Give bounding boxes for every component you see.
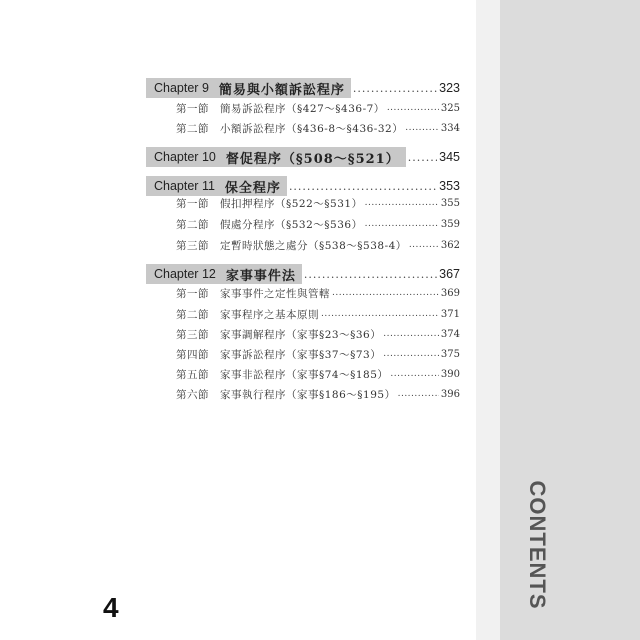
toc-section-row[interactable] [176,325,460,343]
dot-leader [398,389,439,399]
section-page-number: 369 [440,287,460,299]
dot-leader [387,103,439,113]
dot-leader [332,288,439,298]
chapter-heading-box [146,147,406,167]
chapter-number: Chapter 9 [154,81,209,95]
dot-leader [289,180,437,193]
chapter-heading-box [146,78,351,98]
section-title: 小額訴訟程序（§436-8～§436-32） [220,122,404,135]
dot-leader [383,349,439,359]
section-title: 定暫時狀態之處分（§538～§538-4） [220,239,407,252]
section-page-number: 374 [440,328,460,340]
section-number: 第三節 [176,239,209,252]
toc-chapter-row[interactable] [146,176,460,196]
chapter-number: Chapter 11 [154,179,215,193]
dot-leader [390,369,439,379]
toc-section-row[interactable] [176,305,460,323]
section-page-number: 396 [440,388,460,400]
section-number: 第一節 [176,287,209,300]
section-title: 簡易訴訟程序（§427～§436-7） [220,102,385,115]
toc-section-row[interactable] [176,215,460,233]
contents-side-tab [500,0,640,640]
chapter-title: 督促程序（§508～§521） [225,151,400,167]
chapter-number: Chapter 10 [154,150,216,164]
dot-leader [353,82,437,95]
section-page-number: 355 [440,197,460,209]
dot-leader [365,198,439,208]
toc-section-row[interactable] [176,99,460,117]
section-title: 家事執行程序（家事§186～§195） [220,388,396,401]
section-page-number: 359 [440,218,460,230]
chapter-heading-box [146,264,302,284]
section-number: 第二節 [176,218,209,231]
section-number: 第一節 [176,197,209,210]
dot-leader [365,219,439,229]
section-title: 家事調解程序（家事§23～§36） [220,328,382,341]
section-title: 家事程序之基本原則 [220,308,319,321]
section-page-number: 390 [440,368,460,380]
dot-leader [405,123,439,133]
toc-section-row[interactable] [176,365,460,383]
section-number: 第三節 [176,328,209,341]
section-number: 第一節 [176,102,209,115]
section-title: 家事非訟程序（家事§74～§185） [220,368,389,381]
section-title: 假扣押程序（§522～§531） [220,197,363,210]
toc-section-row[interactable] [176,345,460,363]
toc-section-row[interactable] [176,236,460,254]
chapter-page-number: 323 [439,81,460,95]
section-title: 家事事件之定性與管轄 [220,287,330,300]
toc-section-row[interactable] [176,119,460,137]
chapter-title: 簡易與小額訴訟程序 [218,82,345,98]
chapter-title: 保全程序 [224,180,281,196]
section-number: 第五節 [176,368,209,381]
contents-side-label: CONTENTS [525,480,550,610]
side-margin-band [476,0,500,640]
chapter-page-number: 353 [439,179,460,193]
section-page-number: 371 [440,308,460,320]
toc-chapter-row[interactable] [146,264,460,284]
chapter-number: Chapter 12 [154,267,216,281]
section-number: 第四節 [176,348,209,361]
section-number: 第二節 [176,122,209,135]
section-page-number: 325 [440,102,460,114]
chapter-heading-box [146,176,287,196]
section-page-number: 334 [440,122,460,134]
section-page-number: 375 [440,348,460,360]
toc-chapter-row[interactable] [146,78,460,98]
toc-section-row[interactable] [176,284,460,302]
page-number: 4 [103,592,119,623]
chapter-title: 家事事件法 [225,268,296,284]
section-title: 家事訴訟程序（家事§37～§73） [220,348,382,361]
toc-chapter-row[interactable] [146,147,460,167]
toc-section-row[interactable] [176,194,460,212]
dot-leader [304,268,437,281]
chapter-page-number: 345 [439,150,460,164]
section-number: 第二節 [176,308,209,321]
dot-leader [408,151,437,164]
chapter-page-number: 367 [439,267,460,281]
dot-leader [321,309,439,319]
dot-leader [383,329,439,339]
section-page-number: 362 [440,239,460,251]
dot-leader [409,240,439,250]
toc-section-row[interactable] [176,385,460,403]
section-title: 假處分程序（§532～§536） [220,218,363,231]
section-number: 第六節 [176,388,209,401]
